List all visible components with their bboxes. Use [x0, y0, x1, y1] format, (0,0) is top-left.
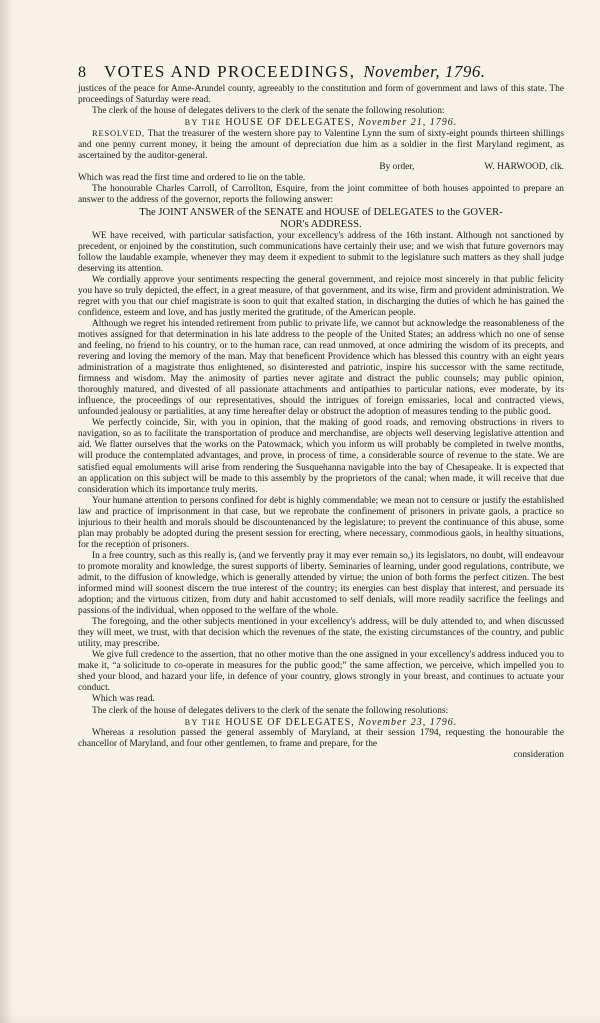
- paragraph-clerk-delivers-resolutions: The clerk of the house of delegates delivers to the clerk of the senate the following resolutions:: [92, 705, 449, 716]
- answer-paragraph-7: The foregoing, and the other subjects mentioned in your excellency's address, will be duly attended to, and when discussed they will meet, we trust, with that decision which the revenues of the state, the existing circumstances of the country, and public utility, may prescribe.: [78, 617, 564, 650]
- paragraph-carroll-report: The honourable Charles Carroll, of Carrollton, Esquire, from the joint committee of both houses appointed to prepare an answer to the address of the governor, reports the following answer:: [78, 184, 564, 206]
- page-number: 8: [78, 64, 87, 81]
- resolution-1: [78, 128, 564, 162]
- answer-paragraph-8: We give full credence to the assertion, that no other motive than the one assigned in your excellency's address induced you to make it, “a solicitude to co-operate in measures for the public good;” the same affection, we perceive, which impelled you to shed your blood, and hazard your life, in defence of your country, glows strongly in your breast, and continues to actuate your conduct.: [78, 650, 564, 694]
- by-order: By order,: [379, 162, 415, 173]
- paragraph-which-was-read: Which was read.: [92, 694, 155, 705]
- house-date: November 23, 1796.: [358, 716, 458, 728]
- resolved-lead: RESOLVED,: [92, 128, 145, 139]
- page-bottom-shade: [0, 1013, 600, 1023]
- paragraph-whereas: Whereas a resolution passed the general assembly of Maryland, at their session 1794, requesting the honourable the chancellor of Maryland, and four other gentlemen, to frame and prepare, for the: [78, 727, 564, 749]
- signature-name: W. HARWOOD, clk.: [484, 162, 564, 173]
- answer-paragraph-1: WE have received, with particular satisfaction, your excellency's address of the 16th instant. Although not sanctioned by precedent, or enjoined by the constitution, such communications have certainly their use; and we wish that future governors may follow the laudable example, whenever they may deem it expedient to submit to the legislature such matters as they shall judge deserving its attention.: [78, 230, 564, 274]
- page-content: [78, 62, 564, 761]
- signature-1: [78, 162, 564, 173]
- resolution-1-text: That the treasurer of the western shore pay to Valentine Lynn the sum of sixty-eight pounds thirteen shillings and one penny current money, it being the amount of depreciation due him as a soldier in the first Maryland regiment, as ascertained by the auditor-general.: [78, 129, 564, 162]
- paragraph-clerk-delivers: The clerk of the house of delegates delivers to the clerk of the senate the following resolution:: [92, 106, 445, 117]
- house-of-delegates-line-2: [78, 717, 564, 728]
- joint-answer-heading-line-2: NOR's ADDRESS.: [280, 218, 362, 230]
- paragraph-first-reading: Which was read the first time and ordered to lie on the table.: [78, 173, 306, 184]
- catchword: consideration: [513, 749, 564, 760]
- running-head: [78, 62, 564, 83]
- running-title: VOTES AND PROCEEDINGS,: [104, 62, 356, 81]
- by-the-label: BY THE: [184, 118, 222, 128]
- paragraph-intro: justices of the peace for Anne-Arundel county, agreeably to the constitution and form of government and laws of this state. The proceedings of Saturday were read.: [78, 84, 564, 106]
- joint-answer-heading-line-1: The JOINT ANSWER of the SENATE and HOUSE of DELEGATES to the GOVER-: [139, 206, 503, 218]
- answer-paragraph-4: We perfectly coincide, Sir, with you in opinion, that the making of good roads, and removing obstructions in rivers to navigation, so as to facilitate the transportation of produce and merchandise, are objects well deserving legislative attention and aid. We flatter ourselves that the works on the Patowmack, which you inform us will probably be completed in twelve months, will produce the contemplated advantages, and prove, in process of time, a considerable source of revenue to the state. We are satisfied equal emoluments will arise from rendering the Susquehanna navigable into the bay of Chesapeake. It is expected that an application on this subject will be made to this assembly by the proprietors of the canal; when made, it will receive that due consideration which its importance truly merits.: [78, 418, 564, 495]
- house-date: November 21, 1796.: [358, 117, 458, 129]
- running-date: November, 1796.: [363, 62, 486, 81]
- by-the-label: BY THE: [184, 717, 222, 727]
- page-gutter-shadow: [0, 0, 14, 1023]
- house-name: HOUSE OF DELEGATES,: [225, 716, 355, 728]
- answer-paragraph-5: Your humane attention to persons confined for debt is highly commendable; we mean not to censure or justify the established law and practice of imprisonment in that case, but we reprobate the confinement of prisoners in private gaols, a practice so injurious to their health and morals should be discountenanced by the legislature; to prevent the continuance of this abuse, some plan may probably be adopted during the present session for erecting, where necessary, commodious gaols, in healthy situations, for the reception of prisoners.: [78, 495, 564, 550]
- house-name: HOUSE OF DELEGATES,: [225, 117, 355, 129]
- answer-paragraph-2: We cordially approve your sentiments respecting the general government, and rejoice most sincerely in that public felicity you have so truly depicted, the effect, in a great measure, of that government, and its wise, firm and provident administration. We regret with you that our chief magistrate is soon to quit that exalted station, in discharging the duties of which he has gained the confidence, esteem and love, and has justly merited the gratitude, of the American people.: [78, 274, 564, 318]
- answer-paragraph-6: In a free country, such as this really is, (and we fervently pray it may ever remain so,) its legislators, no doubt, will endeavour to promote morality and knowledge, the surest supports of liberty. Seminaries of learning, under good regulations, contribute, we admit, to the diffusion of knowledge, which is generally attended by virtue; the union of both forms the perfect citizen. The best informed mind will soonest discern the true interest of the country; its energies can best display that interest, and persuade its adoption; and the virtuous citizen, from duty and habit accustomed to self denials, will more readily sacrifice the feelings and passions of the individual, when opposed to the welfare of the whole.: [78, 550, 564, 617]
- joint-answer-heading: [78, 207, 564, 231]
- house-of-delegates-line-1: [78, 117, 564, 128]
- answer-paragraph-3: Although we regret his intended retirement from public to private life, we cannot but acknowledge the reasonableness of the motives assigned for that determination in his late address to the people of the United States; an address which no one of sense and feeling, no friend to his country, or to the human race, can read unmoved, at once admiring the wisdom of its precepts, and revering and loving the memory of the man. May that beneficent Providence which has blessed this country with an eight years administration of a magistrate thus enlightened, so disinterested and patriotic, inspire his successor with the same rectitude, firmness and wisdom. May the animosity of parties never agitate and distract the public counsels; may public opinion, thoroughly matured, and divested of all passionate attachments and antipathies to particular nations, ever moderate, by its influence, the proceedings of our representatives, should the intrigues of foreign emissaries, local and contracted views, unfounded jealousy or partialities, at any time hereafter delay or obstruct the adoption of measures tending to the public good.: [78, 318, 564, 418]
